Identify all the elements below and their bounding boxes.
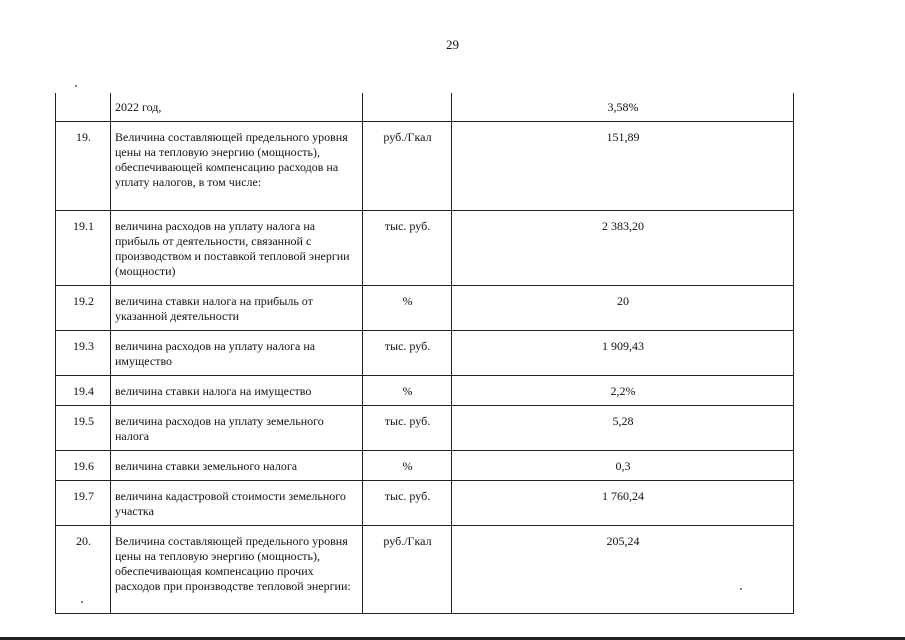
- row-number-cell: 19.5: [56, 406, 111, 451]
- row-value-cell: 20: [452, 286, 794, 331]
- row-unit-cell: руб./Гкал: [363, 526, 452, 614]
- row-number-cell: 19.1: [56, 211, 111, 286]
- scan-artifact: [75, 85, 77, 87]
- row-number-cell: 19.3: [56, 331, 111, 376]
- row-unit-cell: тыс. руб.: [363, 481, 452, 526]
- row-value-cell: 0,3: [452, 451, 794, 481]
- row-number-cell: 19.: [56, 122, 111, 211]
- table-row: [56, 376, 794, 406]
- tariff-table: [55, 93, 794, 614]
- row-name-cell: величина ставки налога на имущество: [111, 376, 363, 406]
- row-value-cell: 3,58%: [452, 93, 794, 122]
- row-name-cell: 2022 год,: [111, 93, 363, 122]
- row-number-cell: [56, 93, 111, 122]
- row-name-cell: Величина составляющей предельного уровня цены на тепловую энергию (мощность), обеспечивающей компенсацию расходов на уплату налогов, в том числе:: [111, 122, 363, 211]
- table-row: [56, 211, 794, 286]
- row-value-cell: 205,24: [452, 526, 794, 614]
- table-row: [56, 93, 794, 122]
- table-row: [56, 526, 794, 614]
- row-unit-cell: [363, 93, 452, 122]
- row-number-cell: 19.2: [56, 286, 111, 331]
- row-name-cell: величина кадастровой стоимости земельного участка: [111, 481, 363, 526]
- row-value-cell: 5,28: [452, 406, 794, 451]
- row-number-cell: 20.: [56, 526, 111, 614]
- row-number-cell: 19.4: [56, 376, 111, 406]
- row-name-cell: величина расходов на уплату налога на прибыль от деятельности, связанной с производством и поставкой тепловой энергии (мощности): [111, 211, 363, 286]
- row-value-cell: 1 760,24: [452, 481, 794, 526]
- table-row: [56, 451, 794, 481]
- row-value-cell: 2,2%: [452, 376, 794, 406]
- row-unit-cell: руб./Гкал: [363, 122, 452, 211]
- row-unit-cell: %: [363, 451, 452, 481]
- row-unit-cell: тыс. руб.: [363, 331, 452, 376]
- row-number-cell: 19.7: [56, 481, 111, 526]
- table-row: [56, 406, 794, 451]
- row-value-cell: 151,89: [452, 122, 794, 211]
- page-number: 29: [446, 37, 459, 52]
- row-value-cell: 2 383,20: [452, 211, 794, 286]
- row-unit-cell: %: [363, 286, 452, 331]
- row-number-cell: 19.6: [56, 451, 111, 481]
- row-unit-cell: тыс. руб.: [363, 211, 452, 286]
- table-row: [56, 331, 794, 376]
- table-row: [56, 122, 794, 211]
- table-row: [56, 286, 794, 331]
- row-name-cell: величина ставки налога на прибыль от указанной деятельности: [111, 286, 363, 331]
- table-row: [56, 481, 794, 526]
- row-name-cell: Величина составляющей предельного уровня цены на тепловую энергию (мощность), обеспечивающая компенсацию прочих расходов при производстве тепловой энергии:: [111, 526, 363, 614]
- row-value-cell: 1 909,43: [452, 331, 794, 376]
- row-name-cell: величина расходов на уплату земельного налога: [111, 406, 363, 451]
- row-unit-cell: тыс. руб.: [363, 406, 452, 451]
- row-name-cell: величина ставки земельного налога: [111, 451, 363, 481]
- row-unit-cell: %: [363, 376, 452, 406]
- row-name-cell: величина расходов на уплату налога на имущество: [111, 331, 363, 376]
